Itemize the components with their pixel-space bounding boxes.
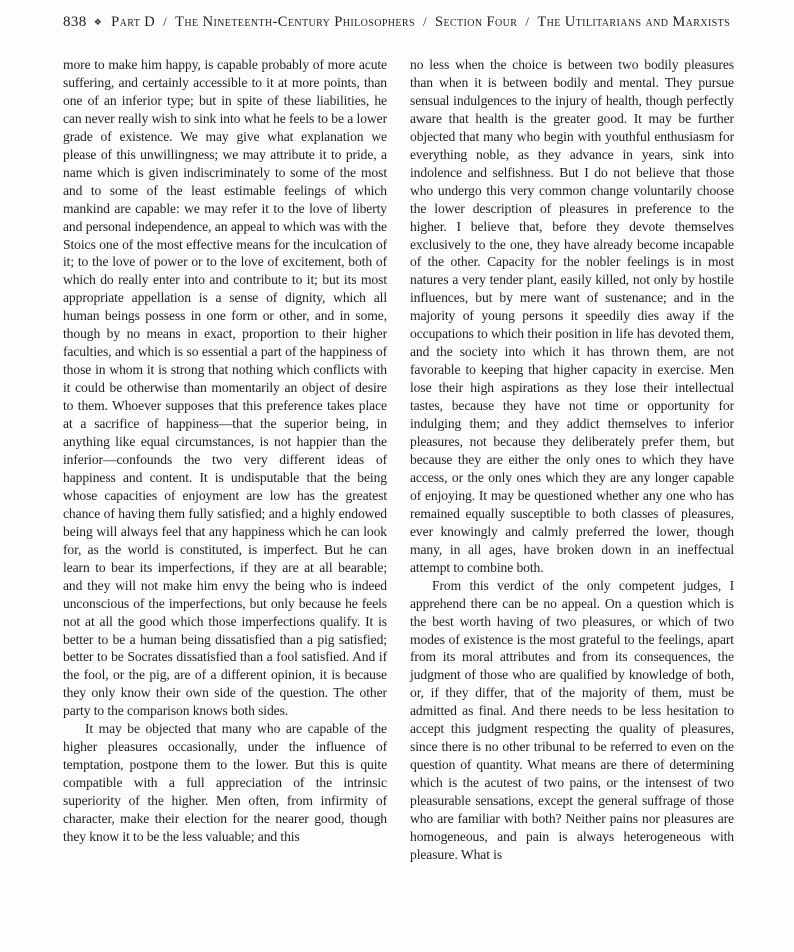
paragraph-continuation: no less when the choice is between two bodily pleasures than when it is between bodily and mental. They pursue sensual indulgences to the injury of health, though perfectly aware that health is the greater good. It may be further objected that many who begin with youthful enthusiasm for everything noble, as they advance in years, sink into indolence and selfishness. But I do not believe that those who undergo this very common change voluntarily choose the lower description of pleasures in preference to the higher. I believe that, before they devote themselves exclusively to the one, they have already become incapable of the other. Capacity for the nobler feelings is in most natures a very tender plant, easily killed, not only by hostile influences, but by mere want of sustenance; and in the majority of young persons it speedily dies away if the occupations to which their position in life has devoted them, and the society into which it has thrown them, are not favorable to keeping that higher capacity in exercise. Men lose their high aspirations as they lose their intellectual tastes, because they have not time or opportunity for indulging them; and they addict themselves to inferior pleasures, not because they deliberately prefer them, but because they are either the only ones to which they have access, or the only ones which they are any longer capable of enjoying. It may be questioned whether any one who has remained equally susceptible to both classes of pleasures, ever knowingly and calmly preferred the lower, though many, in all ages, have broken down in an ineffectual attempt to combine both. — [410, 57, 734, 575]
breadcrumb-utilitarians-marxists: The Utilitarians and Marxists — [537, 14, 731, 30]
breadcrumb-separator: / — [525, 14, 530, 29]
page-number: 838 — [63, 14, 87, 30]
paragraph: From this verdict of the only competent judges, I apprehend there can be no appeal. On a question which is the best worth having of two pleasures, or which of two modes of existence is the most grateful to the feelings, apart from its moral attributes and from its consequences, the judgment of those who are qualified by knowledge of both, or, if they differ, that of the majority of them, must be admitted as final. And there needs to be less hesitation to accept this judgment respecting the quality of pleasures, since there is no other tribunal to be referred to even on the question of quantity. What means are there of determining which is the acutest of two pains, or the intensest of two pleasurable sensations, except the general suffrage of those who are familiar with both? Neither pains nor pleasures are homogeneous, and pain is always heterogeneous with pleasure. What is — [410, 577, 734, 862]
ornament-icon: ❖ — [93, 17, 103, 27]
breadcrumb — [111, 14, 730, 31]
breadcrumb-section-four: Section Four — [434, 14, 518, 30]
running-head — [63, 14, 736, 31]
text-columns — [63, 56, 734, 864]
breadcrumb-philosophers: The Nineteenth-Century Philosophers — [175, 14, 415, 30]
text-column-left — [63, 56, 387, 864]
text-column-right — [410, 56, 734, 864]
breadcrumb-separator: / — [422, 14, 427, 29]
paragraph-continuation: more to make him happy, is capable probably of more acute suffering, and certainly accessible to it at more points, than one of an inferior type; but in spite of these liabilities, he can never really wish to sink into what he feels to be a lower grade of existence. We may give what explanation we please of this unwillingness; we may attribute it to pride, a name which is given indiscriminately to some of the most and to some of the least estimable feelings of which mankind are capable: we may refer it to the love of liberty and personal independence, an appeal to which was with the Stoics one of the most effective means for the inculcation of it; to the love of power or to the love of excitement, both of which do really enter into and contribute to it; but its most appropriate appellation is a sense of dignity, which all human beings possess in one form or other, and in some, though by no means in exact, proportion to their higher faculties, and which is so essential a part of the happiness of those in whom it is strong that nothing which conflicts with it could be otherwise than momentarily an object of desire to them. Whoever supposes that this preference takes place at a sacrifice of happiness—that the superior being, in anything like equal circumstances, is not happier than the inferior—confounds the two very different ideas of happiness and content. It is undisputable that the being whose capacities of enjoyment are low has the greatest chance of having them fully satisfied; and a highly endowed being will always feel that any happiness which he can look for, as the world is constituted, is imperfect. But he can learn to bear its imperfections, if they are at all bearable; and they will not make him envy the being who is indeed unconscious of the imperfections, but only because he feels not at all the good which those imperfections qualify. It is better to be a human being dissatisfied than a pig satisfied; better to be Socrates dissatisfied than a fool satisfied. And if the fool, or the pig, are of a different opinion, it is because they only know their own side of the question. The other party to the comparison knows both sides. — [63, 57, 387, 719]
breadcrumb-part-d: Part D — [111, 14, 156, 30]
breadcrumb-separator: / — [163, 14, 168, 29]
paragraph: It may be objected that many who are capable of the higher pleasures occasionally, under the influence of temptation, postpone them to the lower. But this is quite compatible with a full appreciation of the intrinsic superiority of the higher. Men often, from infirmity of character, make their election for the nearer good, though they know it to be the less valuable; and this — [63, 721, 387, 844]
